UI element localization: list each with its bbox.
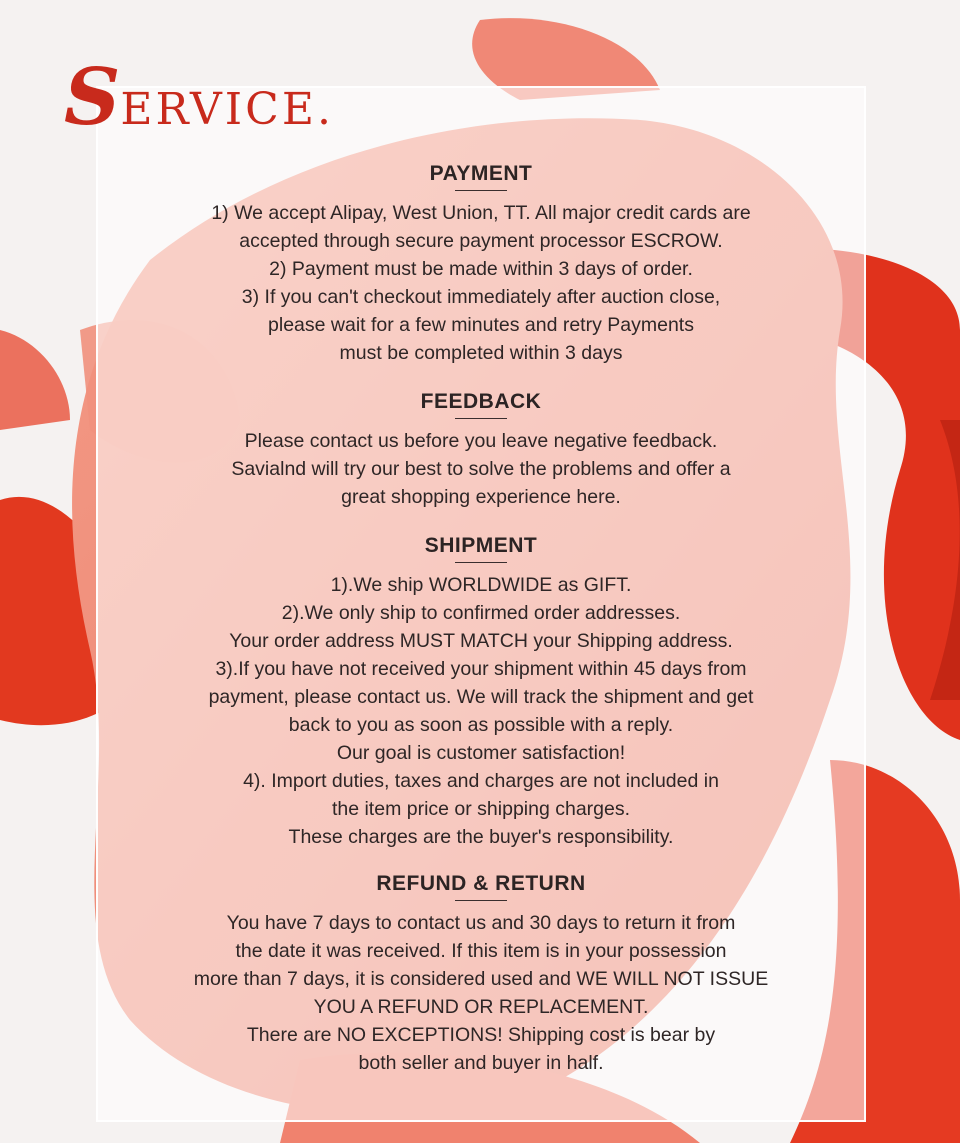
payment-section — [96, 162, 866, 367]
shipment-line: 4). Import duties, taxes and charges are not included in — [243, 770, 719, 792]
payment-line: accepted through secure payment processor ESCROW. — [239, 230, 723, 252]
refund-line: There are NO EXCEPTIONS! Shipping cost is bear by — [246, 1024, 716, 1046]
shipment-line: back to you as soon as possible with a reply. — [288, 714, 674, 736]
payment-heading: PAYMENT — [429, 162, 533, 185]
payment-line: 3) If you can't checkout immediately after auction close, — [241, 286, 721, 308]
payment-line: must be completed within 3 days — [339, 342, 623, 364]
logo-initial: S — [64, 52, 121, 143]
feedback-line: Savialnd will try our best to solve the problems and offer a — [231, 458, 731, 480]
refund-line: more than 7 days, it is considered used and WE WILL NOT ISSUE — [193, 968, 769, 990]
shipment-line: These charges are the buyer's responsibility. — [288, 826, 674, 848]
shipment-section — [96, 534, 866, 851]
feedback-section — [96, 390, 866, 511]
refund-line: both seller and buyer in half. — [358, 1052, 604, 1074]
payment-line: 1) We accept Alipay, West Union, TT. All major credit cards are — [211, 202, 751, 224]
feedback-line: Please contact us before you leave negative feedback. — [244, 430, 718, 452]
refund-line: YOU A REFUND OR REPLACEMENT. — [313, 996, 649, 1018]
refund-line: the date it was received. If this item is in your possession — [235, 940, 727, 962]
feedback-line: great shopping experience here. — [341, 486, 621, 508]
feedback-heading: FEEDBACK — [420, 390, 542, 413]
shipment-line: 2).We only ship to confirmed order addresses. — [281, 602, 681, 624]
refund-return-section — [96, 872, 866, 1077]
shipment-line: Your order address MUST MATCH your Shipping address. — [229, 630, 733, 652]
heading-divider — [455, 190, 507, 191]
shipment-line: the item price or shipping charges. — [331, 798, 631, 820]
payment-line: 2) Payment must be made within 3 days of order. — [269, 258, 693, 280]
shipment-line: payment, please contact us. We will track the shipment and get — [208, 686, 754, 708]
logo-rest: ERVICE. — [120, 84, 334, 135]
shipment-line: Our goal is customer satisfaction! — [336, 742, 626, 764]
shipment-line: 1).We ship WORLDWIDE as GIFT. — [330, 574, 632, 596]
refund-return-heading: REFUND & RETURN — [376, 872, 586, 895]
shipment-heading: SHIPMENT — [424, 534, 538, 557]
service-logo — [64, 52, 334, 143]
payment-line: please wait for a few minutes and retry Payments — [268, 314, 694, 336]
heading-divider — [455, 418, 507, 419]
heading-divider — [455, 900, 507, 901]
heading-divider — [455, 562, 507, 563]
refund-line: You have 7 days to contact us and 30 days to return it from — [226, 912, 736, 934]
shipment-line: 3).If you have not received your shipment within 45 days from — [215, 658, 747, 680]
